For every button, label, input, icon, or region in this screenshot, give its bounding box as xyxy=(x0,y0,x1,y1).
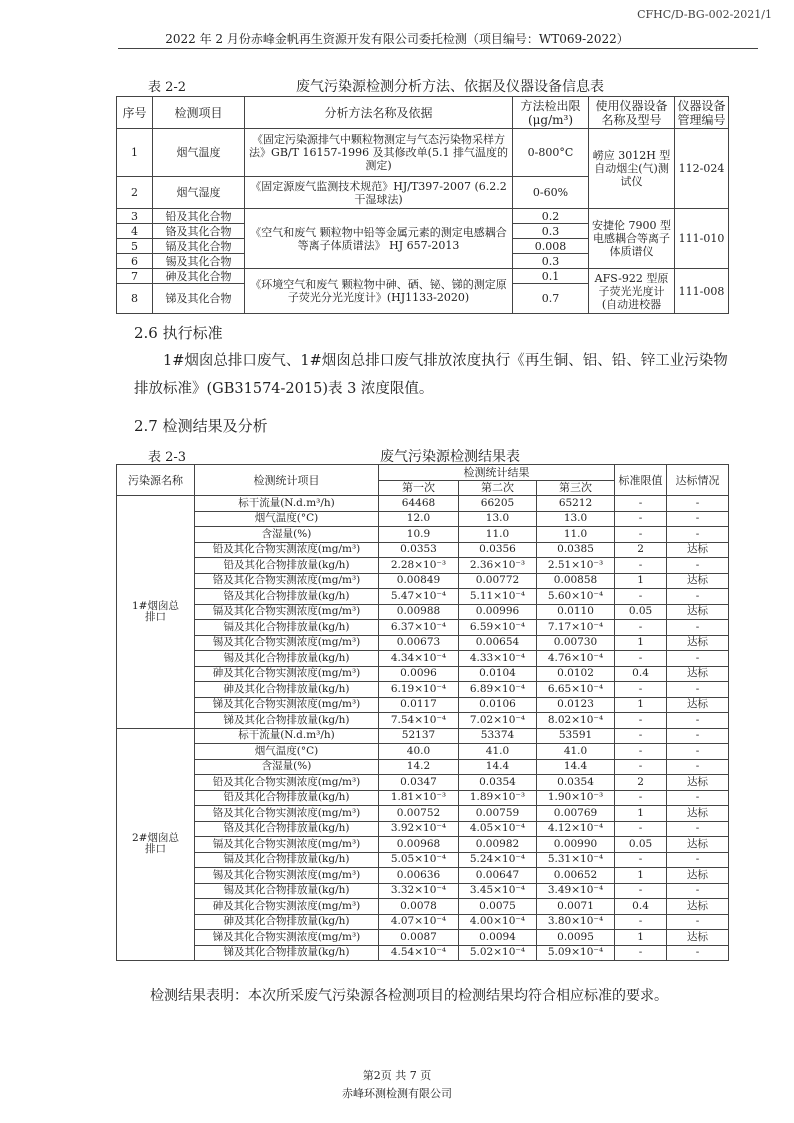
cell-method: 《固定源废气监测技术规范》HJ/T397-2007 (6.2.2 干湿球法) xyxy=(245,177,513,209)
cell-limit: 0-60% xyxy=(513,177,589,209)
cell-item: 锡及其化合物排放量(kg/h) xyxy=(195,651,379,667)
cell-status: - xyxy=(667,744,729,760)
cell-third: 5.31×10⁻⁴ xyxy=(537,852,615,868)
cell-item: 烟气湿度 xyxy=(153,177,245,209)
cell-status: - xyxy=(667,496,729,512)
cell-item: 锡及其化合物 xyxy=(153,254,245,269)
cell-item: 烟气温度 xyxy=(153,129,245,177)
table-row xyxy=(117,666,729,682)
cell-third: 14.4 xyxy=(537,759,615,775)
cell-second: 4.00×10⁻⁴ xyxy=(459,914,537,930)
table-row xyxy=(117,899,729,915)
cell-second: 5.24×10⁻⁴ xyxy=(459,852,537,868)
cell-item: 铬及其化合物实测浓度(mg/m³) xyxy=(195,573,379,589)
table-row xyxy=(117,209,729,224)
cell-first: 7.54×10⁻⁴ xyxy=(379,713,459,729)
cell-status: - xyxy=(667,759,729,775)
cell-item: 铅及其化合物 xyxy=(153,209,245,224)
cell-third: 0.0123 xyxy=(537,697,615,713)
cell-standard: 2 xyxy=(615,542,667,558)
cell-standard: 1 xyxy=(615,868,667,884)
cell-third: 6.65×10⁻⁴ xyxy=(537,682,615,698)
table-row xyxy=(117,790,729,806)
header-method: 分析方法名称及依据 xyxy=(245,97,513,129)
cell-standard: 1 xyxy=(615,930,667,946)
cell-item: 锑及其化合物实测浓度(mg/m³) xyxy=(195,697,379,713)
cell-status: - xyxy=(667,558,729,574)
cell-standard: - xyxy=(615,496,667,512)
cell-item: 锑及其化合物排放量(kg/h) xyxy=(195,713,379,729)
table-row xyxy=(117,542,729,558)
cell-third: 0.0385 xyxy=(537,542,615,558)
cell-third: 65212 xyxy=(537,496,615,512)
cell-third: 13.0 xyxy=(537,511,615,527)
cell-status: 达标 xyxy=(667,899,729,915)
cell-item: 烟气温度(°C) xyxy=(195,744,379,760)
cell-first: 0.0087 xyxy=(379,930,459,946)
cell-first: 40.0 xyxy=(379,744,459,760)
results-table xyxy=(116,464,729,961)
cell-first: 10.9 xyxy=(379,527,459,543)
cell-standard: 1 xyxy=(615,697,667,713)
cell-first: 4.07×10⁻⁴ xyxy=(379,914,459,930)
cell-second: 4.05×10⁻⁴ xyxy=(459,821,537,837)
cell-standard: - xyxy=(615,713,667,729)
cell-item: 铬及其化合物排放量(kg/h) xyxy=(195,821,379,837)
cell-third: 0.00730 xyxy=(537,635,615,651)
cell-first: 6.37×10⁻⁴ xyxy=(379,620,459,636)
cell-limit: 0.3 xyxy=(513,254,589,269)
cell-first: 0.00673 xyxy=(379,635,459,651)
cell-standard: 1 xyxy=(615,573,667,589)
cell-status: - xyxy=(667,682,729,698)
cell-method: 《空气和废气 颗粒物中铅等金属元素的测定电感耦合等离子体质谱法》 HJ 657-2013 xyxy=(245,209,513,269)
cell-second: 0.0354 xyxy=(459,775,537,791)
cell-item: 锑及其化合物 xyxy=(153,284,245,314)
cell-standard: - xyxy=(615,589,667,605)
cell-source: 2#烟囱总排口 xyxy=(117,728,195,961)
cell-status: - xyxy=(667,511,729,527)
cell-first: 5.05×10⁻⁴ xyxy=(379,852,459,868)
cell-item: 锑及其化合物实测浓度(mg/m³) xyxy=(195,930,379,946)
cell-first: 6.19×10⁻⁴ xyxy=(379,682,459,698)
cell-standard: - xyxy=(615,527,667,543)
cell-limit: 0.2 xyxy=(513,209,589,224)
cell-item: 铅及其化合物实测浓度(mg/m³) xyxy=(195,775,379,791)
cell-item: 砷及其化合物实测浓度(mg/m³) xyxy=(195,899,379,915)
cell-first: 0.0347 xyxy=(379,775,459,791)
table-2-3-title: 废气污染源检测结果表 xyxy=(380,449,520,465)
cell-limit: 0.3 xyxy=(513,224,589,239)
header-first: 第一次 xyxy=(379,480,459,496)
cell-standard: 0.4 xyxy=(615,899,667,915)
cell-item: 含湿量(%) xyxy=(195,759,379,775)
cell-method: 《环境空气和废气 颗粒物中砷、硒、铋、锑的测定原子荧光分光光度计》(HJ1133-2020) xyxy=(245,269,513,314)
table-row xyxy=(117,868,729,884)
cell-third: 0.00652 xyxy=(537,868,615,884)
cell-first: 1.81×10⁻³ xyxy=(379,790,459,806)
cell-item: 铬及其化合物排放量(kg/h) xyxy=(195,589,379,605)
cell-first: 0.0353 xyxy=(379,542,459,558)
header-source: 污染源名称 xyxy=(117,465,195,496)
cell-status: - xyxy=(667,852,729,868)
cell-second: 5.02×10⁻⁴ xyxy=(459,945,537,961)
cell-second: 5.11×10⁻⁴ xyxy=(459,589,537,605)
table-row xyxy=(117,744,729,760)
cell-third: 5.09×10⁻⁴ xyxy=(537,945,615,961)
cell-third: 5.60×10⁻⁴ xyxy=(537,589,615,605)
cell-item: 锡及其化合物实测浓度(mg/m³) xyxy=(195,868,379,884)
table-row xyxy=(117,604,729,620)
cell-no: 6 xyxy=(117,254,153,269)
table-row xyxy=(117,129,729,177)
cell-first: 0.0117 xyxy=(379,697,459,713)
cell-item: 砷及其化合物实测浓度(mg/m³) xyxy=(195,666,379,682)
table-row xyxy=(117,837,729,853)
cell-standard: - xyxy=(615,759,667,775)
cell-first: 3.32×10⁻⁴ xyxy=(379,883,459,899)
header-instrument: 使用仪器设备名称及型号 xyxy=(589,97,675,129)
cell-item: 砷及其化合物排放量(kg/h) xyxy=(195,682,379,698)
cell-no: 4 xyxy=(117,224,153,239)
cell-second: 0.00647 xyxy=(459,868,537,884)
cell-item: 砷及其化合物排放量(kg/h) xyxy=(195,914,379,930)
cell-item: 铅及其化合物排放量(kg/h) xyxy=(195,790,379,806)
cell-first: 0.00968 xyxy=(379,837,459,853)
cell-third: 0.0095 xyxy=(537,930,615,946)
cell-item: 锡及其化合物排放量(kg/h) xyxy=(195,883,379,899)
cell-third: 7.17×10⁻⁴ xyxy=(537,620,615,636)
cell-item: 含湿量(%) xyxy=(195,527,379,543)
header-limit: 方法检出限(μg/m³) xyxy=(513,97,589,129)
cell-second: 14.4 xyxy=(459,759,537,775)
table-row xyxy=(117,883,729,899)
cell-no: 3 xyxy=(117,209,153,224)
cell-second: 53374 xyxy=(459,728,537,744)
cell-second: 0.00996 xyxy=(459,604,537,620)
table-row xyxy=(117,527,729,543)
cell-second: 0.0104 xyxy=(459,666,537,682)
cell-status: 达标 xyxy=(667,573,729,589)
cell-limit: 0.7 xyxy=(513,284,589,314)
cell-status: 达标 xyxy=(667,542,729,558)
cell-item: 标干流量(N.d.m³/h) xyxy=(195,496,379,512)
cell-status: 达标 xyxy=(667,868,729,884)
section-2-7-heading: 2.7 检测结果及分析 xyxy=(134,417,268,435)
cell-standard: 2 xyxy=(615,775,667,791)
table-row xyxy=(117,635,729,651)
cell-status: 达标 xyxy=(667,697,729,713)
cell-third: 0.0071 xyxy=(537,899,615,915)
table-row xyxy=(117,697,729,713)
table-2-2-label: 表 2-2 xyxy=(148,80,187,95)
header-standard: 标准限值 xyxy=(615,465,667,496)
table-row xyxy=(117,620,729,636)
cell-first: 52137 xyxy=(379,728,459,744)
table-header-row xyxy=(117,465,729,481)
cell-status: 达标 xyxy=(667,666,729,682)
cell-standard: - xyxy=(615,945,667,961)
header-instrument-id: 仪器设备管理编号 xyxy=(675,97,729,129)
cell-second: 0.00772 xyxy=(459,573,537,589)
table-row xyxy=(117,852,729,868)
cell-item: 镉及其化合物实测浓度(mg/m³) xyxy=(195,837,379,853)
cell-item: 锡及其化合物实测浓度(mg/m³) xyxy=(195,635,379,651)
cell-standard: - xyxy=(615,914,667,930)
header-divider xyxy=(118,48,758,49)
cell-status: - xyxy=(667,790,729,806)
cell-first: 0.0096 xyxy=(379,666,459,682)
table-row xyxy=(117,682,729,698)
table-row xyxy=(117,558,729,574)
cell-first: 4.54×10⁻⁴ xyxy=(379,945,459,961)
cell-third: 4.76×10⁻⁴ xyxy=(537,651,615,667)
section-2-6-heading: 2.6 执行标准 xyxy=(134,324,223,342)
cell-status: 达标 xyxy=(667,930,729,946)
cell-standard: 0.05 xyxy=(615,604,667,620)
cell-third: 3.49×10⁻⁴ xyxy=(537,883,615,899)
document-code: CFHC/D-BG-002-2021/1 xyxy=(637,8,772,21)
cell-first: 14.2 xyxy=(379,759,459,775)
cell-third: 8.02×10⁻⁴ xyxy=(537,713,615,729)
cell-standard: - xyxy=(615,511,667,527)
cell-no: 8 xyxy=(117,284,153,314)
cell-first: 64468 xyxy=(379,496,459,512)
cell-status: - xyxy=(667,713,729,729)
cell-instrument: 崂应 3012H 型自动烟尘(气)测试仪 xyxy=(589,129,675,209)
cell-third: 3.80×10⁻⁴ xyxy=(537,914,615,930)
cell-third: 4.12×10⁻⁴ xyxy=(537,821,615,837)
cell-status: - xyxy=(667,651,729,667)
cell-first: 5.47×10⁻⁴ xyxy=(379,589,459,605)
cell-status: - xyxy=(667,883,729,899)
cell-second: 4.33×10⁻⁴ xyxy=(459,651,537,667)
cell-item: 镉及其化合物排放量(kg/h) xyxy=(195,620,379,636)
page-number: 第2页 共 7 页 xyxy=(362,1069,432,1082)
header-item: 检测项目 xyxy=(153,97,245,129)
cell-second: 0.0094 xyxy=(459,930,537,946)
table-row xyxy=(117,573,729,589)
cell-third: 0.00990 xyxy=(537,837,615,853)
results-body xyxy=(117,496,729,961)
cell-instrument-id: 112-024 xyxy=(675,129,729,209)
cell-first: 0.00636 xyxy=(379,868,459,884)
cell-third: 2.51×10⁻³ xyxy=(537,558,615,574)
cell-third: 0.0102 xyxy=(537,666,615,682)
table-row xyxy=(117,651,729,667)
table-row xyxy=(117,511,729,527)
cell-third: 0.0354 xyxy=(537,775,615,791)
header-third: 第三次 xyxy=(537,480,615,496)
cell-limit: 0-800°C xyxy=(513,129,589,177)
cell-standard: 0.05 xyxy=(615,837,667,853)
cell-third: 0.0110 xyxy=(537,604,615,620)
cell-first: 4.34×10⁻⁴ xyxy=(379,651,459,667)
cell-standard: - xyxy=(615,558,667,574)
table-row xyxy=(117,713,729,729)
table-row xyxy=(117,728,729,744)
cell-first: 0.00988 xyxy=(379,604,459,620)
cell-first: 0.0078 xyxy=(379,899,459,915)
cell-second: 0.00982 xyxy=(459,837,537,853)
cell-status: 达标 xyxy=(667,604,729,620)
cell-item: 铬及其化合物 xyxy=(153,224,245,239)
cell-standard: - xyxy=(615,744,667,760)
cell-item: 镉及其化合物排放量(kg/h) xyxy=(195,852,379,868)
cell-limit: 0.008 xyxy=(513,239,589,254)
section-2-6-paragraph: 1#烟囱总排口废气、1#烟囱总排口废气排放浓度执行《再生铜、铝、铅、锌工业污染物排放标准》(GB31574-2015)表 3 浓度限值。 xyxy=(134,353,728,397)
cell-item: 砷及其化合物 xyxy=(153,269,245,284)
cell-second: 13.0 xyxy=(459,511,537,527)
cell-no: 2 xyxy=(117,177,153,209)
cell-first: 2.28×10⁻³ xyxy=(379,558,459,574)
table-row xyxy=(117,496,729,512)
cell-second: 3.45×10⁻⁴ xyxy=(459,883,537,899)
cell-third: 11.0 xyxy=(537,527,615,543)
cell-status: 达标 xyxy=(667,837,729,853)
method-table xyxy=(116,96,729,314)
cell-status: - xyxy=(667,620,729,636)
cell-no: 7 xyxy=(117,269,153,284)
cell-second: 0.0356 xyxy=(459,542,537,558)
header-status: 达标情况 xyxy=(667,465,729,496)
cell-status: - xyxy=(667,914,729,930)
cell-first: 3.92×10⁻⁴ xyxy=(379,821,459,837)
cell-status: 达标 xyxy=(667,806,729,822)
cell-instrument-id: 111-008 xyxy=(675,269,729,314)
table-row xyxy=(117,806,729,822)
table-2-3-label: 表 2-3 xyxy=(148,450,187,465)
cell-item: 烟气温度(°C) xyxy=(195,511,379,527)
table-header-row xyxy=(117,97,729,129)
cell-second: 0.00759 xyxy=(459,806,537,822)
cell-item: 镉及其化合物 xyxy=(153,239,245,254)
cell-second: 0.00654 xyxy=(459,635,537,651)
table-2-2-title: 废气污染源检测分析方法、依据及仪器设备信息表 xyxy=(296,79,604,95)
cell-second: 6.59×10⁻⁴ xyxy=(459,620,537,636)
cell-first: 0.00752 xyxy=(379,806,459,822)
cell-third: 41.0 xyxy=(537,744,615,760)
cell-third: 0.00769 xyxy=(537,806,615,822)
header-result: 检测统计结果 xyxy=(379,465,615,481)
cell-method: 《固定污染源排气中颗粒物测定与气态污染物采样方法》GB/T 16157-1996 及其修改单(5.1 排气温度的测定) xyxy=(245,129,513,177)
cell-second: 41.0 xyxy=(459,744,537,760)
header-item: 检测统计项目 xyxy=(195,465,379,496)
cell-standard: - xyxy=(615,821,667,837)
cell-limit: 0.1 xyxy=(513,269,589,284)
cell-first: 0.00849 xyxy=(379,573,459,589)
report-header: 2022 年 2 月份赤峰金帆再生资源开发有限公司委托检测（项目编号：WT069-2022） xyxy=(165,32,629,46)
cell-second: 0.0075 xyxy=(459,899,537,915)
table-row xyxy=(117,945,729,961)
cell-item: 锑及其化合物排放量(kg/h) xyxy=(195,945,379,961)
cell-second: 1.89×10⁻³ xyxy=(459,790,537,806)
cell-second: 7.02×10⁻⁴ xyxy=(459,713,537,729)
footer-company: 赤峰环测检测有限公司 xyxy=(342,1087,452,1100)
cell-first: 12.0 xyxy=(379,511,459,527)
cell-item: 铅及其化合物排放量(kg/h) xyxy=(195,558,379,574)
cell-third: 53591 xyxy=(537,728,615,744)
cell-standard: - xyxy=(615,790,667,806)
cell-standard: - xyxy=(615,651,667,667)
cell-standard: - xyxy=(615,883,667,899)
cell-standard: - xyxy=(615,620,667,636)
table-row xyxy=(117,775,729,791)
cell-second: 11.0 xyxy=(459,527,537,543)
cell-standard: - xyxy=(615,728,667,744)
cell-standard: 1 xyxy=(615,806,667,822)
cell-source: 1#烟囱总排口 xyxy=(117,496,195,729)
cell-instrument: AFS-922 型原子荧光光度计(自动进校器 xyxy=(589,269,675,314)
cell-item: 铅及其化合物实测浓度(mg/m³) xyxy=(195,542,379,558)
conclusion-text: 检测结果表明：本次所采废气污染源各检测项目的检测结果均符合相应标准的要求。 xyxy=(150,988,668,1004)
cell-instrument-id: 111-010 xyxy=(675,209,729,269)
cell-instrument: 安捷伦 7900 型电感耦合等离子体质谱仪 xyxy=(589,209,675,269)
cell-status: - xyxy=(667,945,729,961)
cell-status: 达标 xyxy=(667,775,729,791)
cell-second: 2.36×10⁻³ xyxy=(459,558,537,574)
cell-no: 1 xyxy=(117,129,153,177)
cell-second: 6.89×10⁻⁴ xyxy=(459,682,537,698)
cell-item: 标干流量(N.d.m³/h) xyxy=(195,728,379,744)
cell-third: 1.90×10⁻³ xyxy=(537,790,615,806)
table-row xyxy=(117,930,729,946)
table-row xyxy=(117,759,729,775)
table-row xyxy=(117,821,729,837)
cell-standard: 1 xyxy=(615,635,667,651)
cell-standard: - xyxy=(615,682,667,698)
header-no: 序号 xyxy=(117,97,153,129)
cell-status: - xyxy=(667,589,729,605)
table-row xyxy=(117,269,729,284)
cell-item: 镉及其化合物实测浓度(mg/m³) xyxy=(195,604,379,620)
cell-third: 0.00858 xyxy=(537,573,615,589)
table-row xyxy=(117,914,729,930)
cell-second: 0.0106 xyxy=(459,697,537,713)
header-second: 第二次 xyxy=(459,480,537,496)
cell-standard: - xyxy=(615,852,667,868)
cell-item: 铬及其化合物实测浓度(mg/m³) xyxy=(195,806,379,822)
cell-standard: 0.4 xyxy=(615,666,667,682)
cell-no: 5 xyxy=(117,239,153,254)
table-row xyxy=(117,589,729,605)
cell-status: - xyxy=(667,527,729,543)
cell-status: - xyxy=(667,821,729,837)
cell-status: - xyxy=(667,728,729,744)
cell-status: 达标 xyxy=(667,635,729,651)
cell-second: 66205 xyxy=(459,496,537,512)
